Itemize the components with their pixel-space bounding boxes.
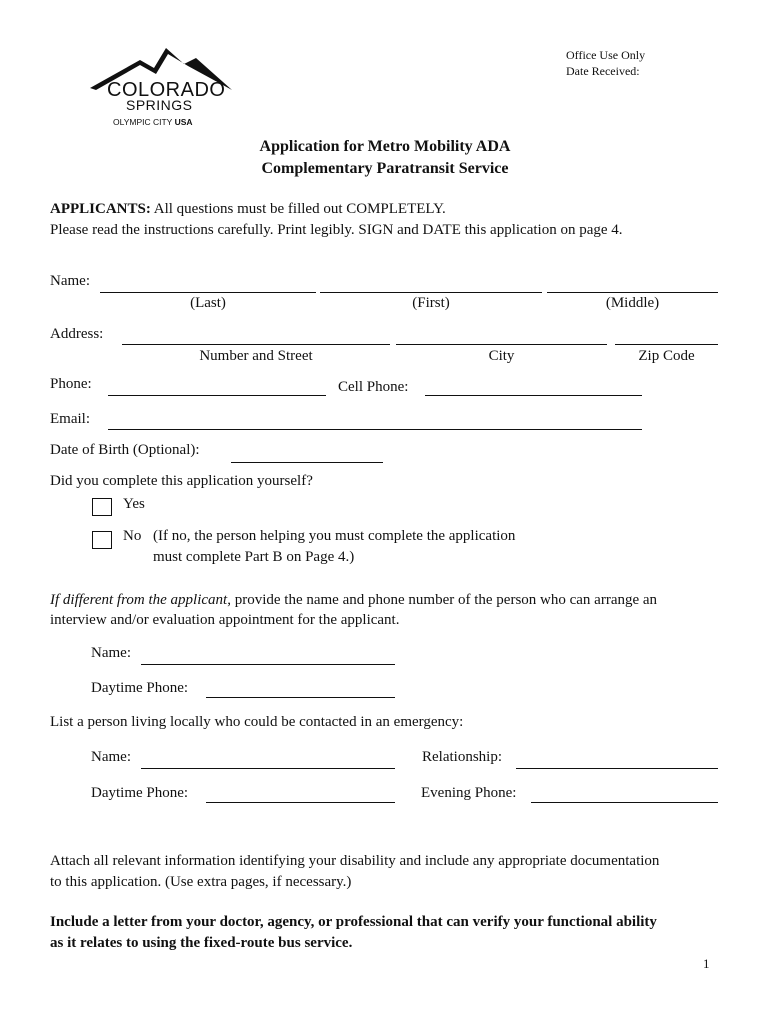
first-name-field[interactable] <box>320 292 542 293</box>
date-received-label: Date Received: <box>566 64 640 78</box>
relationship-field[interactable] <box>516 768 718 769</box>
cell-phone-label: Cell Phone: <box>338 379 409 395</box>
dob-field[interactable] <box>231 462 383 463</box>
logo-line-springs: SPRINGS <box>126 97 193 113</box>
middle-name-field[interactable] <box>547 292 718 293</box>
logo-line-colorado: COLORADO <box>107 79 226 101</box>
emergency-intro: List a person living locally who could be contacted in an emergency: <box>50 714 464 730</box>
zip-caption: Zip Code <box>638 348 695 364</box>
office-use-label: Office Use Only <box>566 48 646 62</box>
alt-contact-italic: If different from the applicant <box>50 592 228 608</box>
middle-name-caption: (Middle) <box>605 295 660 311</box>
logo-tagline-usa: USA <box>174 117 193 127</box>
last-name-caption: (Last) <box>190 295 226 311</box>
phone-field[interactable] <box>108 395 326 396</box>
evening-phone-label: Evening Phone: <box>421 785 517 801</box>
emergency-day-phone-field[interactable] <box>206 802 395 803</box>
first-name-caption: (First) <box>412 295 450 311</box>
no-label: No <box>123 528 142 544</box>
letter-line-1: Include a letter from your doctor, agency, or professional that can verify your functional ability <box>50 914 657 930</box>
email-label: Email: <box>50 411 90 427</box>
no-note-line-1: (If no, the person helping you must complete the application <box>153 528 516 544</box>
alt-contact-line-1 <box>50 590 657 611</box>
alt-contact-line-1-text: , provide the name and phone number of the person who can arrange an <box>227 592 658 608</box>
cell-phone-field[interactable] <box>425 395 642 396</box>
self-complete-question: Did you complete this application yourself? <box>50 473 313 489</box>
page-number: 1 <box>703 956 710 971</box>
address-label: Address: <box>50 326 104 342</box>
zip-field[interactable] <box>615 344 718 345</box>
city-caption: City <box>488 348 515 364</box>
alt-name-field[interactable] <box>141 664 395 665</box>
phone-label: Phone: <box>50 376 92 392</box>
last-name-field[interactable] <box>100 292 316 293</box>
name-label: Name: <box>50 273 90 289</box>
relationship-label: Relationship: <box>422 749 502 765</box>
yes-checkbox[interactable] <box>92 498 112 516</box>
intro-line-1 <box>50 199 446 220</box>
page-title-line-2: Complementary Paratransit Service <box>261 160 509 177</box>
logo-tagline-text: OLYMPIC CITY <box>113 117 175 127</box>
logo-tagline <box>113 117 193 127</box>
intro-line-2: Please read the instructions carefully. Print legibly. SIGN and DATE this application on page 4. <box>50 222 623 238</box>
letter-line-2: as it relates to using the fixed-route bus service. <box>50 935 353 951</box>
attach-line-1: Attach all relevant information identifying your disability and include any appropriate documentation <box>50 853 660 869</box>
email-field[interactable] <box>108 429 642 430</box>
yes-label: Yes <box>123 496 145 512</box>
applicants-lead: APPLICANTS: <box>50 201 151 217</box>
no-checkbox[interactable] <box>92 531 112 549</box>
alt-phone-label: Daytime Phone: <box>91 680 189 696</box>
city-field[interactable] <box>396 344 607 345</box>
page-title-line-1: Application for Metro Mobility ADA <box>259 138 511 155</box>
emergency-name-field[interactable] <box>141 768 395 769</box>
alt-contact-line-2: interview and/or evaluation appointment for the applicant. <box>50 612 400 628</box>
street-field[interactable] <box>122 344 390 345</box>
emergency-name-label: Name: <box>91 749 131 765</box>
emergency-day-phone-label: Daytime Phone: <box>91 785 189 801</box>
no-note-line-2: must complete Part B on Page 4.) <box>153 549 355 565</box>
alt-name-label: Name: <box>91 645 131 661</box>
evening-phone-field[interactable] <box>531 802 718 803</box>
alt-phone-field[interactable] <box>206 697 395 698</box>
intro-line-1-text: All questions must be filled out COMPLETELY. <box>150 201 446 217</box>
street-caption: Number and Street <box>199 348 313 364</box>
dob-label: Date of Birth (Optional): <box>50 442 200 458</box>
attach-line-2: to this application. (Use extra pages, if necessary.) <box>50 874 352 890</box>
